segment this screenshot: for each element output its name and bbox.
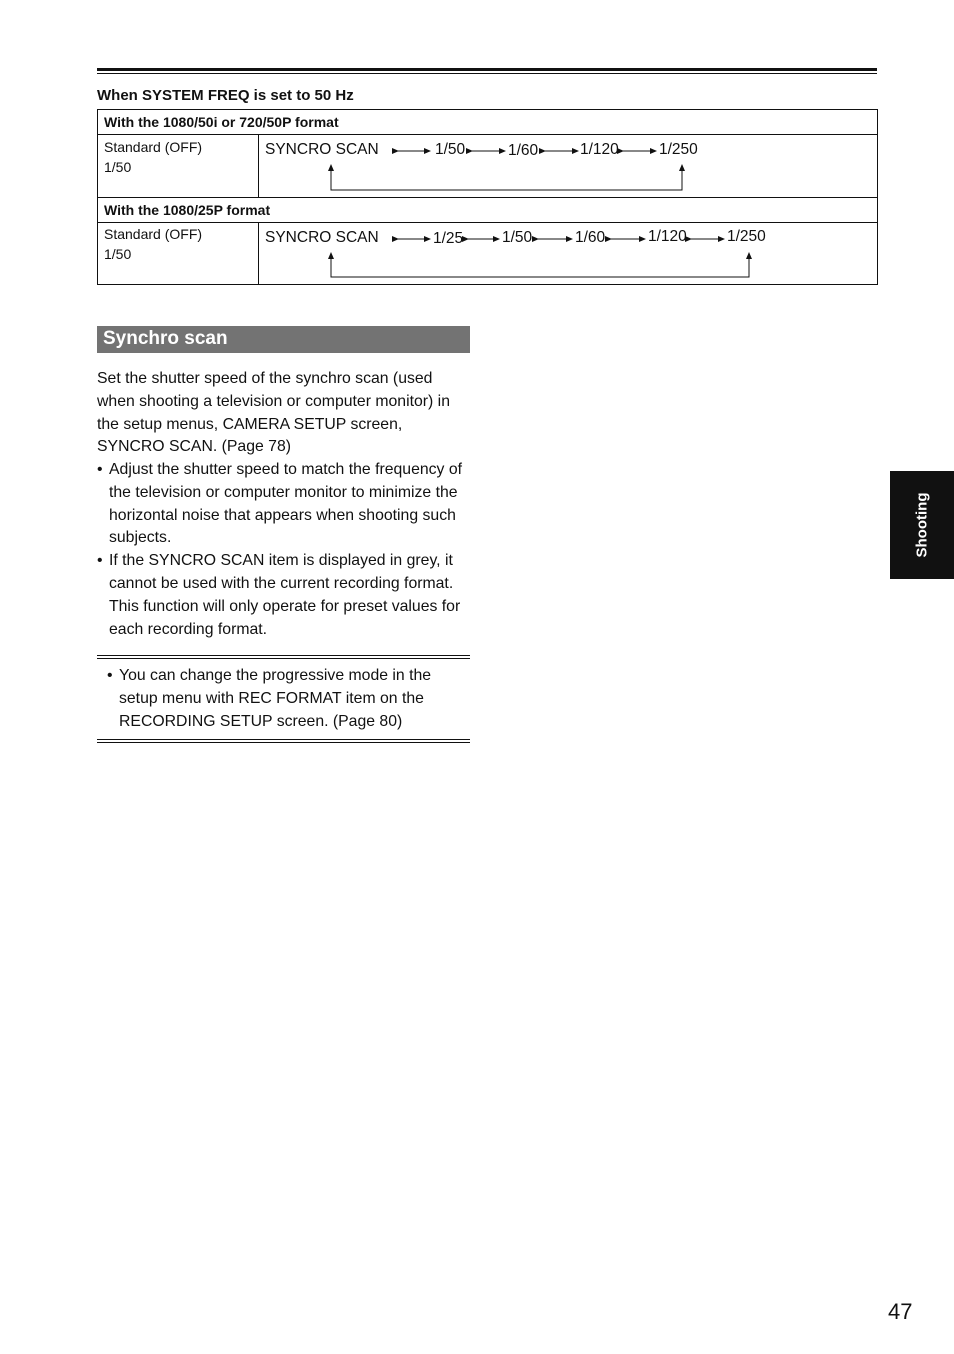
seq1-step-4: 1/250 [659,141,698,158]
section-1-default-value: 1/50 [104,159,132,175]
seq1-step-1: 1/50 [435,141,466,158]
section-2-title: With the 1080/25P format [104,202,271,218]
section-2-default-mode: Standard (OFF) [104,226,203,242]
bullet-dot: • [97,461,103,478]
note-item [107,665,467,733]
chapter-label: Shooting [913,492,931,558]
seq2-step-5: 1/250 [727,228,766,245]
note-text: You can change the progressive mode in the setup menu with REC FORMAT item on the RECORDING SETUP screen. (Page 80) [119,667,432,730]
note-rule-bottom-2 [97,742,470,743]
page-number: 47 [888,1299,913,1324]
seq2-syncro-scan: SYNCRO SCAN [265,229,379,246]
bullet-text-1: Adjust the shutter speed to match the frequency of the television or computer monitor to minimize the horizontal noise that appears when shooting such subjects. [109,461,463,547]
section-1-title: With the 1080/50i or 720/50P format [104,114,339,130]
seq2-step-3: 1/60 [575,229,606,246]
bullet-list [97,459,473,641]
seq2-step-1: 1/25 [433,230,464,247]
section-title-bar [97,326,470,353]
note-box [107,665,467,733]
note-rule-top-2 [97,658,470,659]
section-2-default-value: 1/50 [104,246,132,262]
seq2-step-4: 1/120 [648,228,687,245]
list-item [97,459,473,550]
bullet-dot: • [107,667,113,684]
intro-paragraph: Set the shutter speed of the synchro scan (used when shooting a television or computer monitor) in the setup menus, CAMERA SETUP screen, SYNCRO SCAN. (Page 78) [97,370,450,456]
seq2-step-2: 1/50 [502,229,533,246]
system-freq-heading: When SYSTEM FREQ is set to 50 Hz [97,87,354,104]
section-title: Synchro scan [103,328,228,349]
sequence-2-arrows [98,110,877,284]
top-rule [97,68,877,71]
top-rule-thin [97,73,877,74]
seq1-step-2: 1/60 [508,142,539,159]
bullet-dot: • [97,552,103,570]
seq1-step-3: 1/120 [580,141,619,158]
note-rule-bottom [97,739,470,740]
note-rule-top [97,655,470,656]
list-item [97,550,473,641]
bullet-text-2: If the SYNCRO SCAN item is displayed in grey, it cannot be used with the current recording format. This function will only operate for preset values for each recording format. [109,552,461,638]
chapter-side-tab [890,471,954,579]
section-1-default-mode: Standard (OFF) [104,139,203,155]
seq1-syncro-scan: SYNCRO SCAN [265,141,379,158]
shutter-sequence-table [97,109,878,285]
